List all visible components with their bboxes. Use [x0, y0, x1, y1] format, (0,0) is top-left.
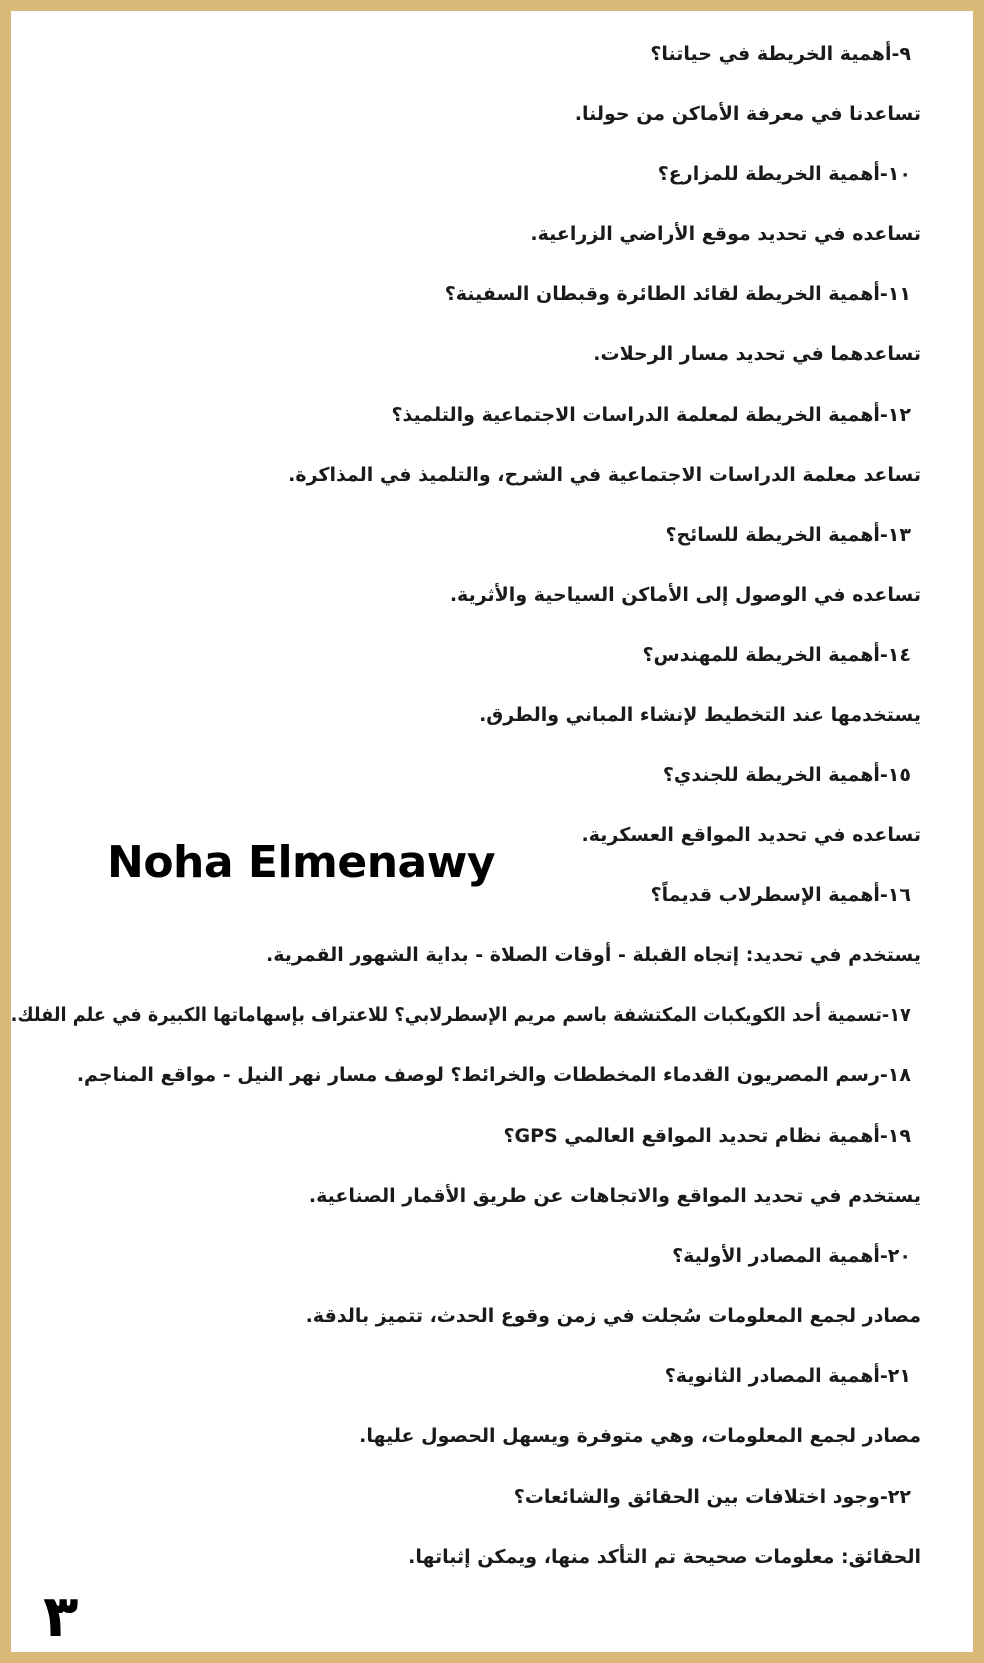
question-14: ١٤-أهمية الخريطة للمهندس؟ — [642, 644, 911, 666]
question-13: ١٣-أهمية الخريطة للسائح؟ — [665, 524, 911, 546]
answer-11: تساعدهما في تحديد مسار الرحلات. — [593, 343, 921, 365]
answer-12: تساعد معلمة الدراسات الاجتماعية في الشرح، والتلميذ في المذاكرة. — [288, 464, 921, 486]
question-19: ١٩-أهمية نظام تحديد المواقع العالمي GPS؟ — [503, 1125, 911, 1147]
question-17: ١٧-تسمية أحد الكويكبات المكتشفة باسم مريم الإسطرلابي؟ للاعتراف بإسهاماتها الكبيرة في علم الفلك. — [10, 1004, 911, 1026]
author-watermark: Noha Elmenawy — [107, 837, 496, 888]
question-11: ١١-أهمية الخريطة لقائد الطائرة وقبطان السفينة؟ — [444, 283, 911, 305]
question-9: ٩-أهمية الخريطة في حياتنا؟ — [650, 43, 911, 65]
answer-22: الحقائق: معلومات صحيحة تم التأكد منها، ويمكن إثباتها. — [408, 1546, 921, 1568]
question-18: ١٨-رسم المصريون القدماء المخططات والخرائط؟ لوصف مسار نهر النيل - مواقع المناجم. — [76, 1064, 911, 1086]
document-page — [11, 11, 973, 1652]
question-22: ٢٢-وجود اختلافات بين الحقائق والشائعات؟ — [513, 1486, 911, 1508]
answer-20: مصادر لجمع المعلومات سُجلت في زمن وقوع الحدث، تتميز بالدقة. — [305, 1305, 921, 1327]
answer-14: يستخدمها عند التخطيط لإنشاء المباني والطرق. — [479, 704, 921, 726]
question-16: ١٦-أهمية الإسطرلاب قديماً؟ — [650, 884, 911, 906]
page-number: ٣ — [43, 1582, 79, 1650]
question-10: ١٠-أهمية الخريطة للمزارع؟ — [657, 163, 911, 185]
question-21: ٢١-أهمية المصادر الثانوية؟ — [664, 1365, 911, 1387]
answer-19: يستخدم في تحديد المواقع والاتجاهات عن طريق الأقمار الصناعية. — [308, 1185, 921, 1207]
answer-9: تساعدنا في معرفة الأماكن من حولنا. — [574, 103, 921, 125]
question-20: ٢٠-أهمية المصادر الأولية؟ — [672, 1245, 911, 1267]
answer-10: تساعده في تحديد موقع الأراضي الزراعية. — [530, 223, 921, 245]
answer-15: تساعده في تحديد المواقع العسكرية. — [581, 824, 921, 846]
answer-21: مصادر لجمع المعلومات، وهي متوفرة ويسهل الحصول عليها. — [359, 1425, 921, 1447]
answer-16: يستخدم في تحديد: إتجاه القبلة - أوقات الصلاة - بداية الشهور القمرية. — [266, 944, 921, 966]
answer-13: تساعده في الوصول إلى الأماكن السياحية والأثرية. — [449, 584, 921, 606]
question-12: ١٢-أهمية الخريطة لمعلمة الدراسات الاجتماعية والتلميذ؟ — [391, 404, 911, 426]
question-15: ١٥-أهمية الخريطة للجندي؟ — [662, 764, 911, 786]
